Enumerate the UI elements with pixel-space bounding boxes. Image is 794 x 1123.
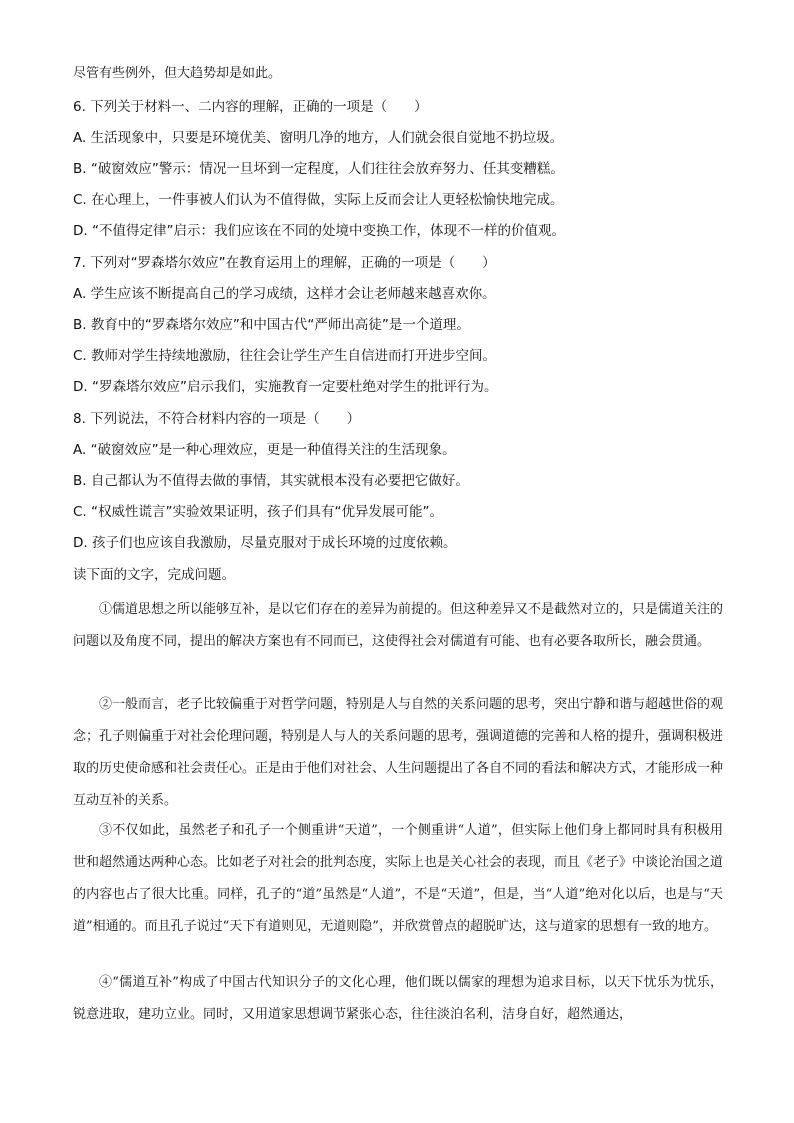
- question-6-option-b: B. “破窗效应”警示：情况一旦坏到一定程度，人们往往会放弃努力、任其变糟糕。: [73, 161, 564, 177]
- question-7-option-b: B. 教育中的“罗森塔尔效应”和中国古代“严师出高徒”是一个道理。: [73, 317, 470, 333]
- passage-paragraph-4: ④“儒道互补”构成了中国古代知识分子的文化心理，他们既以儒家的理想为追求目标，以天下忧乐为忧乐，锐意进取，建功立业。同时，又用道家思想调节紧张心态，往往淡泊名利，洁身自好，超然通达，: [73, 975, 723, 1022]
- intro-line: 尽管有些例外，但大趋势却是如此。: [73, 66, 282, 81]
- question-7-option-c: C. 教师对学生持续地激励，往往会让学生产生自信进而打开进步空间。: [73, 348, 497, 364]
- question-6-option-c: C. 在心理上，一件事被人们认为不值得做，实际上反而会让人更轻松愉快地完成。: [73, 192, 564, 208]
- question-6-option-d: D. “不值得定律”启示：我们应该在不同的处境中变换工作，体现不一样的价值观。: [73, 223, 565, 239]
- question-8-stem: 8. 下列说法，不符合材料内容的一项是（ ）: [73, 411, 361, 427]
- question-8-option-c: C. “权威性谎言”实验效果证明，孩子们具有“优异发展可能”。: [73, 504, 443, 520]
- passage-paragraph-3: ③不仅如此，虽然老子和孔子一个侧重讲“天道”，一个侧重讲“人道”，但实际上他们身上都同时具有积极用世和超然通达两种心态。比如老子对社会的批判态度，实际上也是关心社会的表现，而且《老子》中谈论治国之道的内容也占了很大比重。同样，孔子的“道”虽然是“人道”，不是“天道”，但是，当“人道”绝对化以后，也是与“天道”相通的。而且孔子说过“天下有道则见，无道则隐”，并欣赏曾点的超脱旷达，这与道家的思想有一致的地方。: [73, 823, 724, 934]
- question-7-option-d: D. “罗森塔尔效应”启示我们，实施教育一定要杜绝对学生的批评行为。: [73, 379, 498, 395]
- question-7-stem: 7. 下列对“罗森塔尔效应”在教育运用上的理解，正确的一项是（ ）: [73, 255, 496, 271]
- question-6-option-a: A. 生活现象中，只要是环境优美、窗明几净的地方，人们就会很自觉地不扔垃圾。: [73, 130, 564, 146]
- reading-instruction: 读下面的文字，完成问题。: [73, 567, 235, 583]
- question-8-option-a: A. “破窗效应”是一种心理效应，更是一种值得关注的生活现象。: [73, 442, 456, 458]
- question-8-option-b: B. 自己都认为不值得去做的事情，其实就根本没有必要把它做好。: [73, 473, 469, 489]
- passage-paragraph-2: ②一般而言，老子比较偏重于对哲学问题，特别是人与自然的关系问题的思考，突出宁静和谐与超越世俗的观念；孔子则偏重于对社会伦理问题，特别是人与人的关系问题的思考，强调道德的完善和人格的提升，强调积极进取的历史使命感和社会责任心。正是由于他们对社会、人生问题提出了各自不同的看法和解决方式，才能形成一种互动互补的关系。: [73, 697, 724, 808]
- passage-paragraph-1: ①儒道思想之所以能够互补，是以它们存在的差异为前提的。但这种差异又不是截然对立的，只是儒道关注的问题以及角度不同，提出的解决方案也有不同而已，这使得社会对儒道有可能、也有必要各取所长，融会贯通。: [73, 602, 724, 649]
- question-7-option-a: A. 学生应该不断提高自己的学习成绩，这样才会让老师越来越喜欢你。: [73, 286, 496, 302]
- question-6-stem: 6. 下列关于材料一、二内容的理解，正确的一项是（ ）: [73, 99, 428, 115]
- question-8-option-d: D. 孩子们也应该自我激励，尽量克服对于成长环境的过度依赖。: [73, 535, 457, 551]
